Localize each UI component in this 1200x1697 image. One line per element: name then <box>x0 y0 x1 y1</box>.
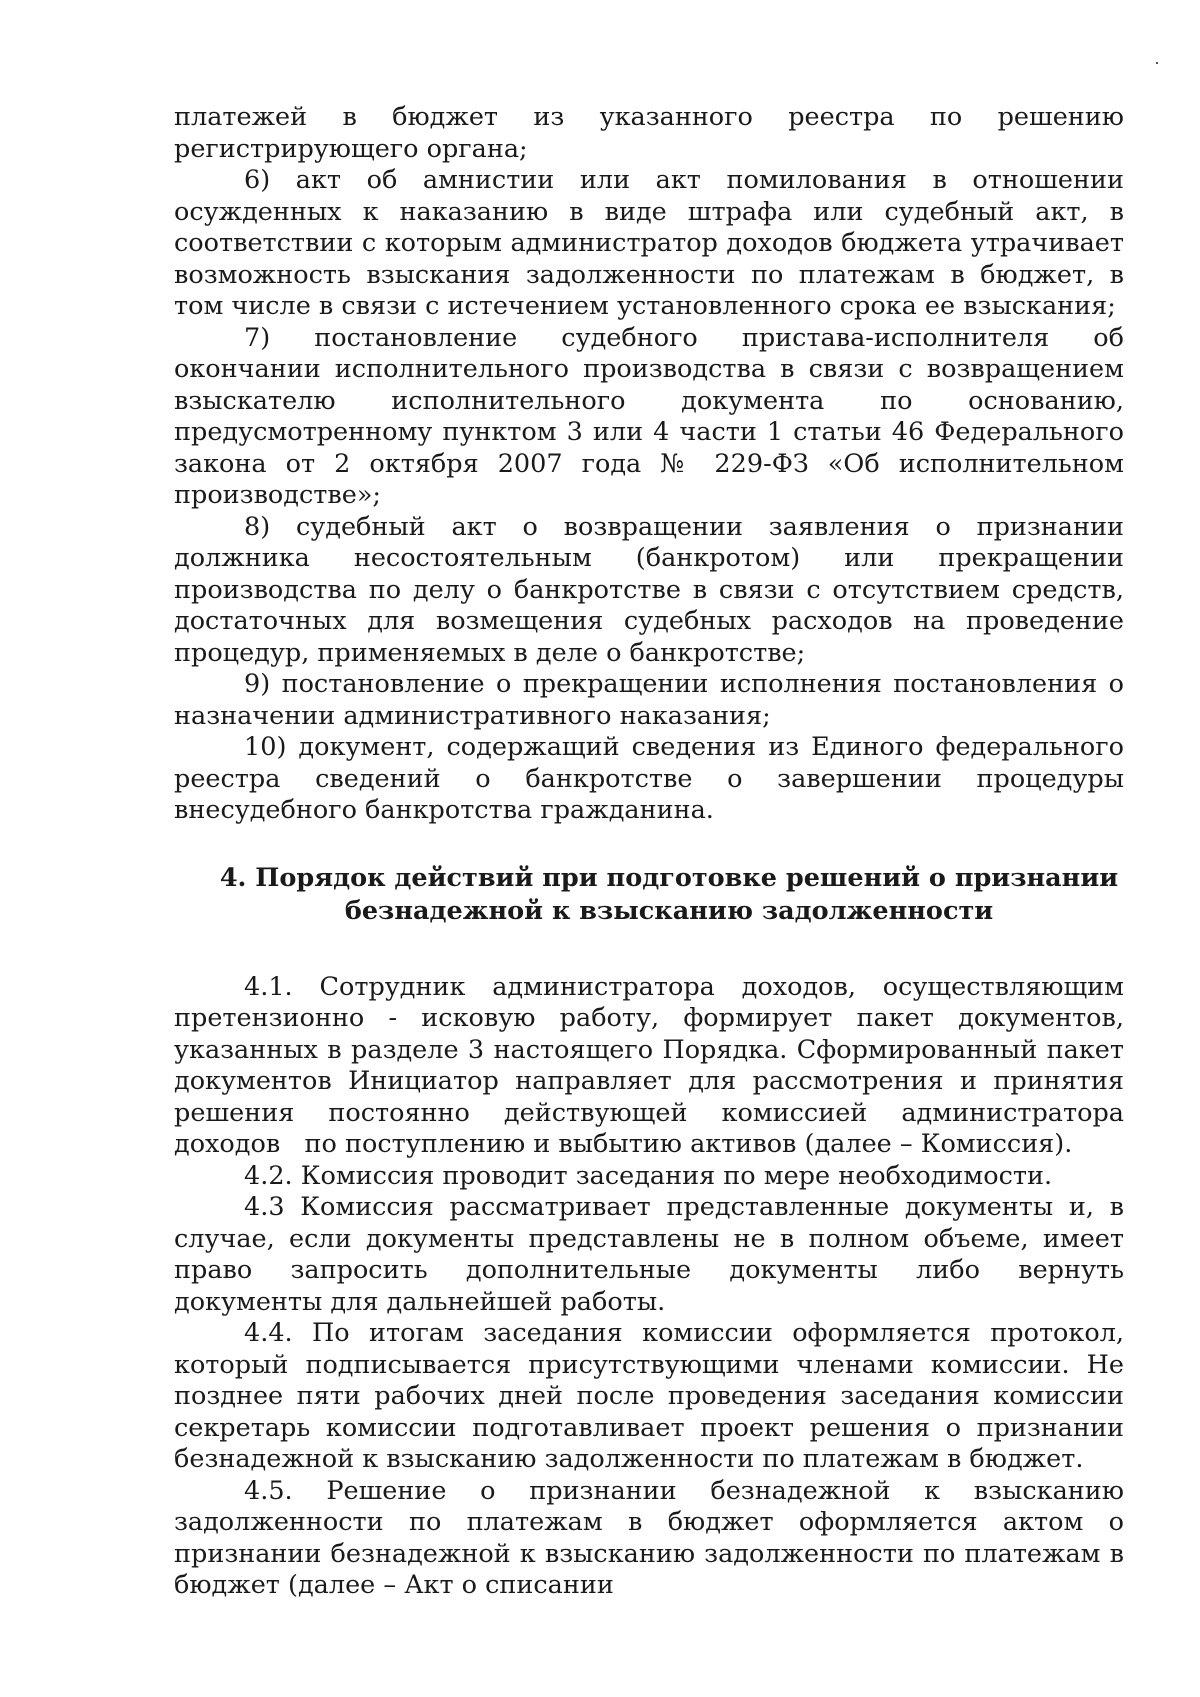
section-heading-line2: безнадежной к взысканию задолженности <box>344 895 994 926</box>
list-item-7: 7) постановление судебного пристава-исполнителя об окончании исполнительного производства в связи с возвращением взыскателю исполнительного документа по основанию, предусмотренному пунктом 3 или 4 части 1 статьи 46 Федерального закона от 2 октября 2007 года № 229-ФЗ «Об исполнительном производстве»; <box>174 322 1124 510</box>
section-heading <box>174 862 1124 928</box>
paragraph-4-3: 4.3 Комиссия рассматривает представленные документы и, в случае, если документы представлены не в полном объеме, имеет право запросить дополнительные документы либо вернуть документы для дальнейшей работы. <box>174 1192 1124 1317</box>
document-page <box>174 102 1133 1602</box>
paragraph-4-2: 4.2. Комиссия проводит заседания по мере необходимости. <box>244 1160 1053 1191</box>
list-item-9: 9) постановление о прекращении исполнения постановления о назначении административного наказания; <box>174 669 1124 731</box>
scan-mark <box>1156 62 1158 64</box>
paragraph-4-4: 4.4. По итогам заседания комиссии оформляется протокол, который подписывается присутствующими членами комиссии. Не позднее пяти рабочих дней после проведения заседания комиссии секретарь комиссии подготавливает проект решения о признании безнадежной к взысканию задолженности по платежам в бюджет. <box>174 1318 1124 1474</box>
list-item-6: 6) акт об амнистии или акт помилования в отношении осужденных к наказанию в виде штрафа или судебный акт, в соответствии с которым администратор доходов бюджета утрачивает возможность взыскания задолженности по платежам в бюджет, в том числе в связи с истечением установленного срока ее взыскания; <box>174 165 1124 321</box>
paragraph-4-5: 4.5. Решение о признании безнадежной к взысканию задолженности по платежам в бюджет оформляется актом о признании безнадежной к взысканию задолженности по платежам в бюджет (далее – Акт о списании <box>174 1475 1124 1600</box>
continuation-paragraph: платежей в бюджет из указанного реестра по решению регистрирующего органа; <box>174 102 1124 164</box>
list-item-8: 8) судебный акт о возвращении заявления о признании должника несостоятельным (банкротом) или прекращении производства по делу о банкротстве в связи с отсутствием средств, достаточных для возмещения судебных расходов на проведение процедур, применяемых в деле о банкротстве; <box>174 511 1124 668</box>
paragraph-4-1: 4.1. Сотрудник администратора доходов, осуществляющим претензионно - исковую работу, формирует пакет документов, указанных в разделе 3 настоящего Порядка. Сформированный пакет документов Инициатор направляет для рассмотрения и принятия решения постоянно действующей комиссией администратора доходов по поступлению и выбытию активов (далее – Комиссия). <box>174 971 1133 1159</box>
list-item-10: 10) документ, содержащий сведения из Единого федерального реестра сведений о банкротстве о завершении процедуры внесудебного банкротства гражданина. <box>174 732 1124 825</box>
section-heading-line1: 4. Порядок действий при подготовке решений о признании <box>219 862 1119 893</box>
